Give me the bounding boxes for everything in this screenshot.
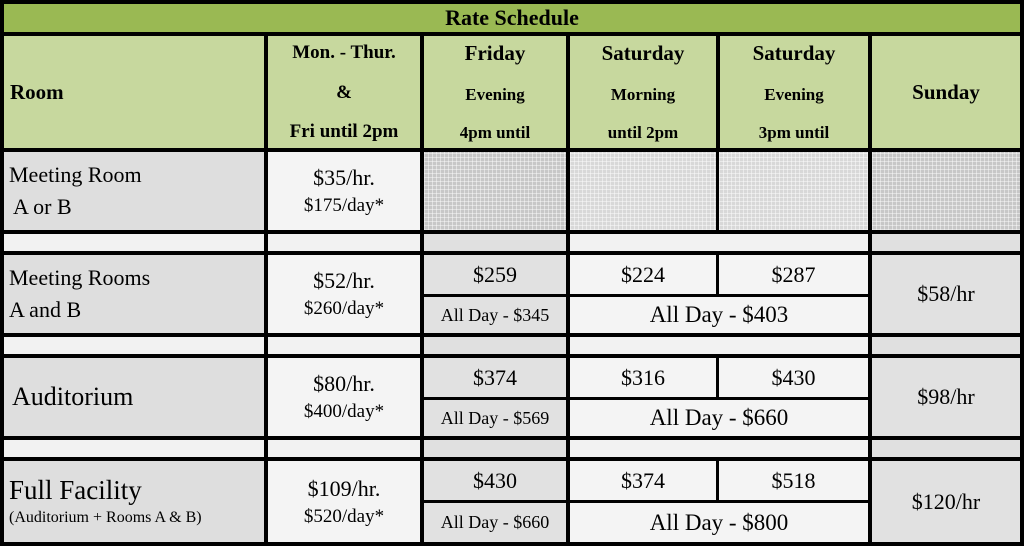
room-name-line1: Auditorium <box>12 382 134 412</box>
saturday-evening-rate: $430 <box>771 364 816 390</box>
spacer-row <box>4 440 1020 457</box>
header-sat-morning-line2: Morning <box>610 84 676 104</box>
header-friday-line2: Evening <box>465 84 525 104</box>
saturday-allday-rate: All Day - $403 <box>649 302 789 327</box>
header-cell-friday <box>424 36 566 148</box>
spacer-cell <box>4 440 264 457</box>
spacer-cell <box>424 440 566 457</box>
room-name-line2: A and B <box>9 297 82 322</box>
room-name-line1: Meeting Room <box>9 162 142 188</box>
spacer-cell <box>570 440 868 457</box>
header-sat-evening-line3: 3pm until <box>758 123 830 142</box>
spacer-row <box>4 337 1020 354</box>
friday-rate-cell <box>424 461 566 542</box>
spacer-cell <box>4 234 264 251</box>
saturday-morning-rate: $316 <box>621 364 665 390</box>
sunday-rate: $98/hr <box>917 384 975 409</box>
daily-rate: $520/day* <box>303 505 385 527</box>
saturday-allday-rate: All Day - $800 <box>649 509 789 535</box>
saturday-unavailable-group <box>570 152 868 230</box>
header-friday-line1: Friday <box>464 41 526 65</box>
saturday-morning-unavailable-cell <box>570 152 716 230</box>
header-cell-room <box>4 36 264 148</box>
room-name-line1: Meeting Rooms <box>9 265 151 291</box>
table-title-text: Rate Schedule <box>445 5 579 30</box>
friday-evening-rate: $259 <box>473 261 517 287</box>
daily-rate: $400/day* <box>303 401 385 423</box>
spacer-cell <box>268 234 420 251</box>
saturday-rate-group <box>570 255 868 333</box>
header-sat-morning-line3: until 2pm <box>607 123 679 142</box>
hourly-rate: $52/hr. <box>313 268 375 294</box>
weekday-rate-cell <box>268 358 420 436</box>
friday-allday-rate: All Day - $569 <box>440 407 550 428</box>
saturday-evening-rate: $287 <box>771 261 816 287</box>
header-cell-saturday-evening <box>720 36 868 148</box>
header-row <box>4 36 1020 148</box>
spacer-cell <box>268 440 420 457</box>
saturday-rate-group <box>570 461 868 542</box>
sunday-rate-cell <box>872 255 1020 333</box>
header-sunday-label: Sunday <box>912 79 980 104</box>
friday-allday-rate: All Day - $660 <box>440 512 550 532</box>
spacer-cell <box>872 337 1020 354</box>
header-cell-sunday <box>872 36 1020 148</box>
saturday-rate-group <box>570 358 868 436</box>
spacer-cell <box>570 337 868 354</box>
saturday-morning-rate: $374 <box>621 467 665 493</box>
header-friday-line3: 4pm until <box>459 123 531 142</box>
sunday-rate-cell <box>872 461 1020 542</box>
spacer-cell <box>424 234 566 251</box>
spacer-cell <box>570 234 868 251</box>
hourly-rate: $109/hr. <box>307 475 381 501</box>
weekday-rate-cell <box>268 255 420 333</box>
room-name-line1: Full Facility <box>9 475 142 506</box>
row-full-facility <box>4 461 1020 542</box>
row-meeting-rooms-a-and-b <box>4 255 1020 333</box>
header-cell-saturday-morning <box>570 36 716 148</box>
hourly-rate: $80/hr. <box>313 371 375 397</box>
saturday-allday-rate: All Day - $660 <box>649 405 789 430</box>
spacer-cell <box>4 337 264 354</box>
sunday-rate: $120/hr <box>911 488 981 514</box>
daily-rate: $175/day* <box>303 195 385 217</box>
spacer-row <box>4 234 1020 251</box>
spacer-cell <box>872 234 1020 251</box>
spacer-cell <box>268 337 420 354</box>
saturday-evening-rate: $518 <box>771 467 816 493</box>
room-name-cell <box>4 461 264 542</box>
room-name-cell <box>4 255 264 333</box>
header-weekday-line3: Fri until 2pm <box>289 121 399 142</box>
row-meeting-room-a-or-b <box>4 152 1020 230</box>
friday-unavailable-cell <box>424 152 566 230</box>
header-sat-morning-line1: Saturday <box>601 41 685 65</box>
spacer-cell <box>424 337 566 354</box>
room-name-subtitle: (Auditorium + Rooms A & B) <box>9 508 202 526</box>
friday-allday-rate: All Day - $345 <box>440 304 550 325</box>
header-sat-evening-line2: Evening <box>764 84 824 104</box>
sunday-unavailable-cell <box>872 152 1020 230</box>
friday-evening-rate: $430 <box>473 467 517 493</box>
saturday-evening-unavailable-cell <box>719 152 868 230</box>
room-name-cell <box>4 152 264 230</box>
daily-rate: $260/day* <box>303 298 385 320</box>
weekday-rate-cell <box>268 461 420 542</box>
table-title <box>4 4 1020 32</box>
friday-rate-cell <box>424 358 566 436</box>
row-auditorium <box>4 358 1020 436</box>
sunday-rate: $58/hr <box>917 281 975 306</box>
spacer-cell <box>872 440 1020 457</box>
room-name-cell <box>4 358 264 436</box>
header-cell-weekday <box>268 36 420 148</box>
saturday-morning-rate: $224 <box>621 261 665 287</box>
header-room-label: Room <box>10 79 64 104</box>
sunday-rate-cell <box>872 358 1020 436</box>
room-name-line2: A or B <box>13 194 72 219</box>
friday-rate-cell <box>424 255 566 333</box>
hourly-rate: $35/hr. <box>313 165 375 191</box>
weekday-rate-cell <box>268 152 420 230</box>
header-weekday-line1: Mon. - Thur. <box>292 42 396 63</box>
header-sat-evening-line1: Saturday <box>752 41 836 65</box>
friday-evening-rate: $374 <box>473 364 517 390</box>
header-weekday-line2: & <box>336 81 352 103</box>
